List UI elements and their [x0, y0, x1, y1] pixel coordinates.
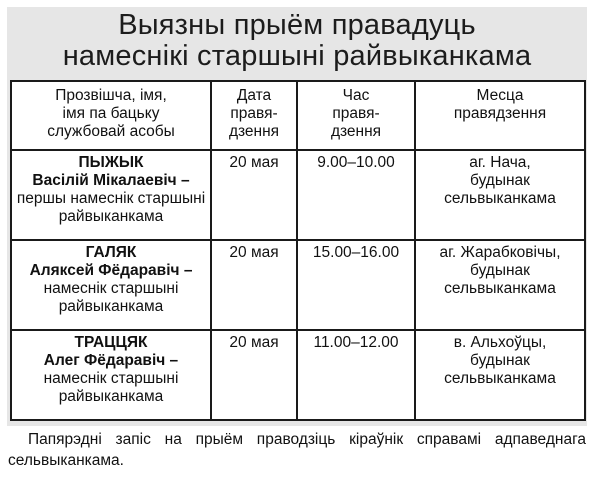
place-line: будынак	[470, 172, 530, 189]
title-line-2: намеснікі старшыні райвыканкама	[62, 40, 532, 72]
header-time	[297, 81, 415, 150]
time-cell: 11.00–12.00	[297, 330, 415, 420]
date-cell: 20 мая	[211, 330, 297, 420]
table-row	[11, 330, 585, 420]
date-cell: 20 мая	[211, 240, 297, 330]
header-time-line: Час	[342, 87, 370, 104]
official-position: намеснік старшыні райвыканкама	[43, 370, 179, 405]
date-cell: 20 мая	[211, 150, 297, 240]
place-line: сельвыканкама	[444, 280, 556, 297]
place-line: сельвыканкама	[444, 190, 556, 207]
header-date	[211, 81, 297, 150]
reception-schedule-table	[10, 80, 586, 421]
header-date-line: правя-	[230, 105, 278, 122]
time-cell: 15.00–16.00	[297, 240, 415, 330]
header-date-line: дзення	[228, 123, 280, 140]
header-place	[415, 81, 585, 150]
table-header-row	[11, 81, 585, 150]
place-line: аг. Нача,	[469, 154, 531, 171]
official-surname: ТРАЦЦЯК	[74, 334, 148, 351]
header-place-line: Месца	[476, 87, 524, 104]
header-name	[11, 81, 211, 150]
header-name-line: Прозвішча, імя,	[55, 87, 167, 104]
official-position: першы намеснік старшыні райвыканкама	[16, 190, 206, 225]
table-row	[11, 150, 585, 240]
time-cell: 9.00–10.00	[297, 150, 415, 240]
official-full-name: Алег Фёдаравіч –	[43, 352, 179, 369]
header-name-line: імя па бацьку	[62, 105, 160, 122]
place-line: будынак	[470, 262, 530, 279]
table-row	[11, 240, 585, 330]
official-cell	[11, 330, 211, 420]
official-surname: ГАЛЯК	[85, 244, 137, 261]
official-cell	[11, 240, 211, 330]
header-name-line: службовай асобы	[47, 123, 175, 140]
header-place-line: правядзення	[453, 105, 547, 122]
place-line: сельвыканкама	[444, 370, 556, 387]
place-line: будынак	[470, 352, 530, 369]
official-position: намеснік старшыні райвыканкама	[43, 280, 179, 315]
header-time-line: дзення	[330, 123, 382, 140]
place-cell	[415, 240, 585, 330]
official-full-name: Васілій Мікалаевіч –	[32, 172, 190, 189]
title-line-1: Выязны прыём правадуць	[118, 9, 476, 41]
notice-title	[7, 7, 587, 72]
place-cell	[415, 150, 585, 240]
appointment-note: Папярэдні запіс на прыём праводзіць кіраўнік справамі адпаведнага сельвыканкама.	[8, 431, 586, 469]
header-date-line: Дата	[236, 87, 272, 104]
header-time-line: правя-	[332, 105, 380, 122]
place-cell	[415, 330, 585, 420]
place-line: в. Альхоўцы,	[453, 334, 547, 351]
official-surname: ПЫЖЫК	[78, 154, 144, 171]
place-line: аг. Жарабковічы,	[439, 244, 561, 261]
official-cell	[11, 150, 211, 240]
notice-box	[7, 7, 587, 426]
official-full-name: Аляксей Фёдаравіч –	[29, 262, 193, 279]
